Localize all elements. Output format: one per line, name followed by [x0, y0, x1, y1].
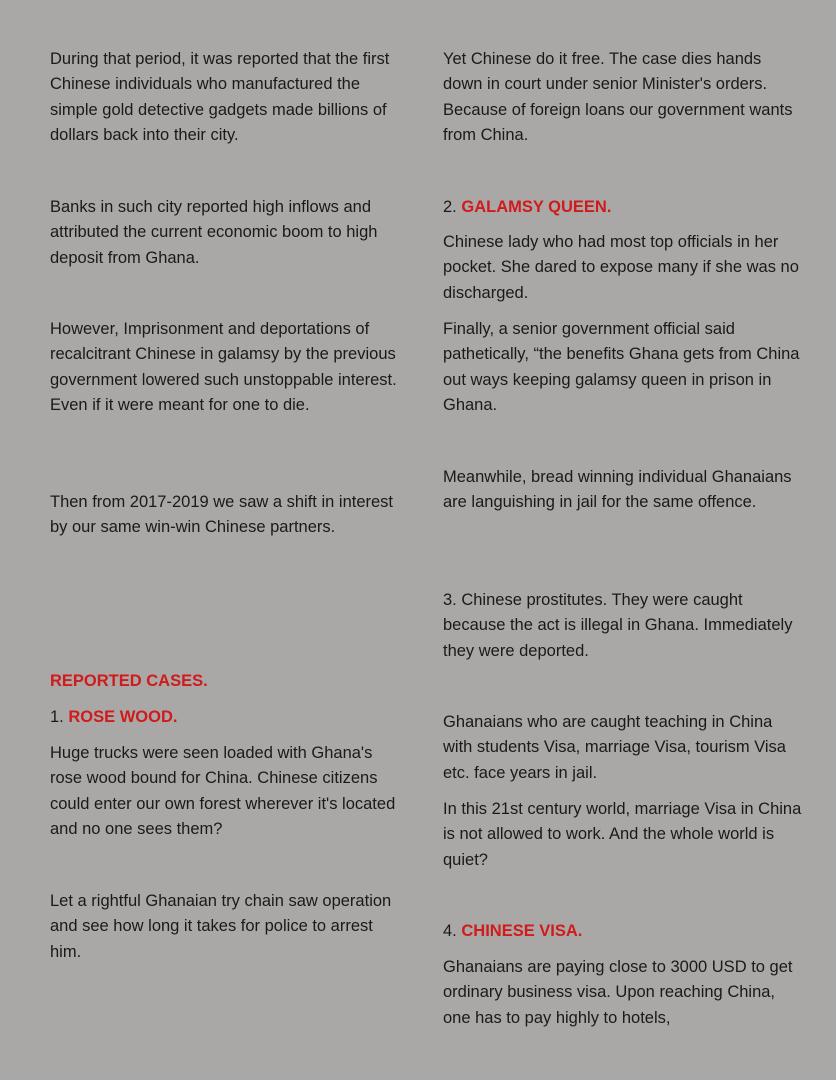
right-paragraph-3: Finally, a senior government official said pathetically, “the benefits Ghana gets from China out ways keeping galamsy queen in prison in Ghana.	[443, 320, 800, 414]
reported-cases-heading: REPORTED CASES.	[50, 672, 208, 690]
left-paragraph-6: Let a rightful Ghanaian try chain saw operation and see how long it takes for police to arrest him.	[50, 892, 392, 961]
right-paragraph-1: Yet Chinese do it free. The case dies hands down in court under senior Minister's orders. Because of foreign loans our government wants from China.	[443, 50, 793, 144]
left-paragraph-3: However, Imprisonment and deportations of recalcitrant Chinese in galamsy by the previous government lowered such unstoppable interest. Even if it were meant for one to die.	[50, 320, 397, 414]
right-paragraph-8: Ghanaians are paying close to 3000 USD to get ordinary business visa. Upon reaching China, one has to pay highly to hotels,	[443, 958, 793, 1027]
right-paragraph-6: Ghanaians who are caught teaching in China with students Visa, marriage Visa, tourism Visa etc. face years in jail.	[443, 713, 786, 782]
case-1-number: 1.	[50, 708, 69, 726]
right-paragraph-7: In this 21st century world, marriage Visa in China is not allowed to work. And the whole world is quiet?	[443, 800, 802, 869]
case-2-number: 2.	[443, 198, 462, 216]
case-1-heading	[50, 705, 405, 730]
case-1-title: ROSE WOOD.	[68, 708, 178, 726]
right-paragraph-4: Meanwhile, bread winning individual Ghanaians are languishing in jail for the same offence.	[443, 468, 792, 512]
left-paragraph-5: Huge trucks were seen loaded with Ghana's rose wood bound for China. Chinese citizens could enter our own forest wherever it's located and no one sees them?	[50, 744, 396, 838]
case-4-title: CHINESE VISA.	[461, 922, 583, 940]
right-paragraph-5: 3. Chinese prostitutes. They were caught because the act is illegal in Ghana. Immediately they were deported.	[443, 591, 793, 660]
case-4-heading	[443, 919, 803, 944]
case-2-title: GALAMSY QUEEN.	[461, 198, 612, 216]
left-paragraph-4: Then from 2017-2019 we saw a shift in interest by our same win-win Chinese partners.	[50, 493, 394, 537]
left-paragraph-2: Banks in such city reported high inflows and attributed the current economic boom to high deposit from Ghana.	[50, 198, 378, 267]
left-paragraph-1: During that period, it was reported that the first Chinese individuals who manufactured the simple gold detective gadgets made billions of dollars back into their city.	[50, 50, 390, 144]
right-paragraph-2: Chinese lady who had most top officials in her pocket. She dared to expose many if she was no discharged.	[443, 233, 799, 302]
case-4-number: 4.	[443, 922, 462, 940]
case-2-heading	[443, 195, 803, 220]
